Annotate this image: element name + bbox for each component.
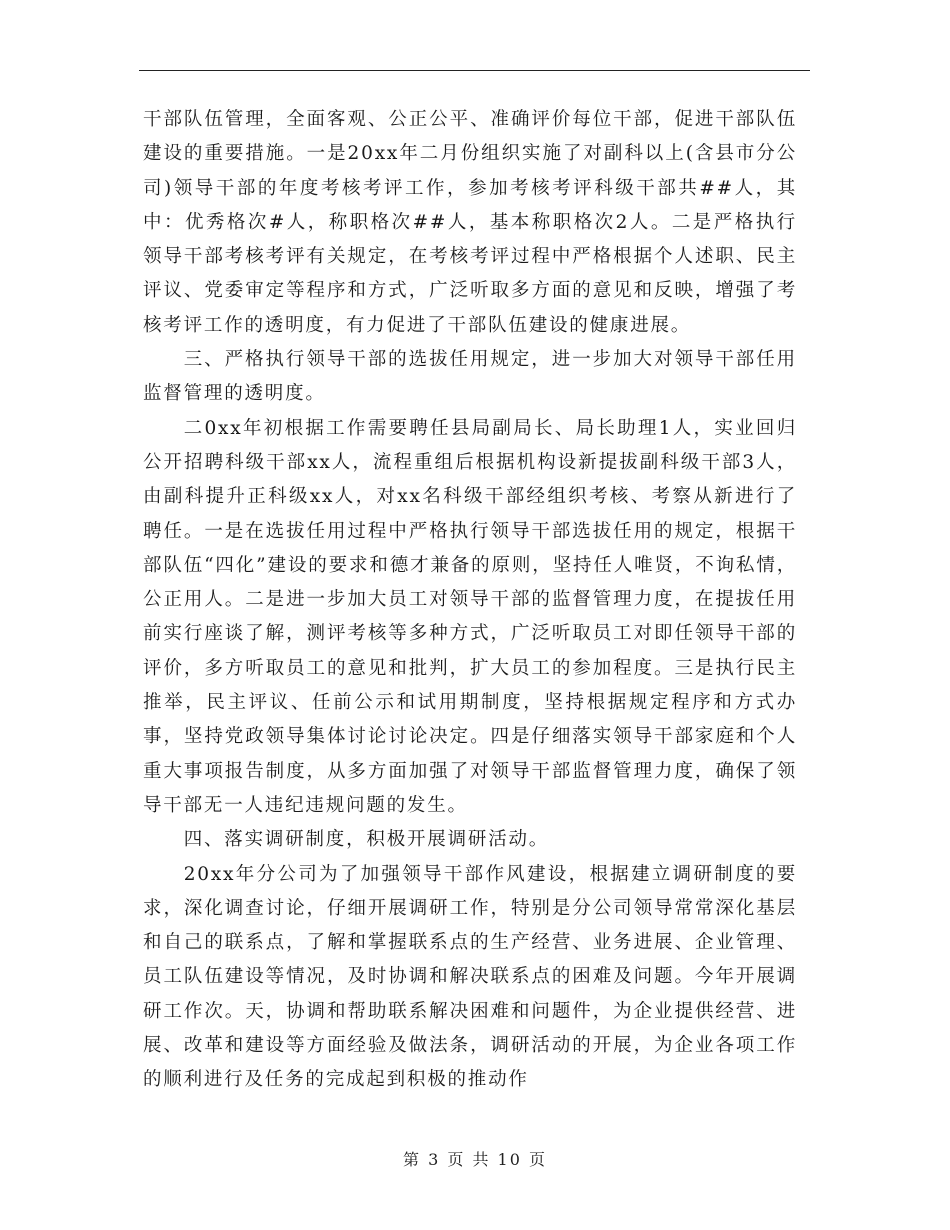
document-body — [143, 103, 797, 1098]
header-rule — [139, 70, 810, 71]
section-heading-three: 三、严格执行领导干部的选拔任用规定，进一步加大对领导干部任用监督管理的透明度。 — [143, 349, 797, 405]
paragraph-appointments: 二0xx年初根据工作需要聘任县局副局长、局长助理1人，实业回归公开招聘科级干部xx人，流程重组后根据机构设新提拔副科级干部3人，由副科提升正科级xx人，对xx名科级干部经组织考核、考察从新进行了聘任。一是在选拔任用过程中严格执行领导干部选拔任用的规定，根据干部队伍“四化”建设的要求和德才兼备的原则，坚持任人唯贤，不询私情，公正用人。二是进一步加大员工对领导干部的监督管理力度，在提拔任用前实行座谈了解，测评考核等多种方式，广泛听取员工对即任领导干部的评价，多方听取员工的意见和批判，扩大员工的参加程度。三是执行民主推举，民主评议、任前公示和试用期制度，坚持根据规定程序和方式办事，坚持党政领导集体讨论讨论决定。四是仔细落实领导干部家庭和个人重大事项报告制度，从多方面加强了对领导干部监督管理力度，确保了领导干部无一人违纪违规问题的发生。 — [143, 417, 797, 816]
paragraph-research: 20xx年分公司为了加强领导干部作风建设，根据建立调研制度的要求，深化调查讨论，仔细开展调研工作，特别是分公司领导常常深化基层和自己的联系点，了解和掌握联系点的生产经营、业务进展、企业管理、员工队伍建设等情况，及时协调和解决联系点的困难及问题。今年开展调研工作次。天，协调和帮助联系解决困难和问题件，为企业提供经营、进展、改革和建设等方面经验及做法条，调研活动的开展，为企业各项工作的顺利进行及任务的完成起到积极的推动作 — [143, 863, 797, 1091]
paragraph-continued: 干部队伍管理，全面客观、公正公平、准确评价每位干部，促进干部队伍建设的重要措施。一是20xx年二月份组织实施了对副科以上(含县市分公司)领导干部的年度考核考评工作，参加考核考评科级干部共##人，其中：优秀格次#人，称职格次##人，基本称职格次2人。二是严格执行领导干部考核考评有关规定，在考核考评过程中严格根据个人述职、民主评议、党委审定等程序和方式，广泛听取多方面的意见和反映，增强了考核考评工作的透明度，有力促进了干部队伍建设的健康进展。 — [143, 109, 797, 336]
page-number-footer: 第 3 页 共 10 页 — [403, 1150, 547, 1169]
section-heading-four: 四、落实调研制度，积极开展调研活动。 — [183, 829, 550, 851]
